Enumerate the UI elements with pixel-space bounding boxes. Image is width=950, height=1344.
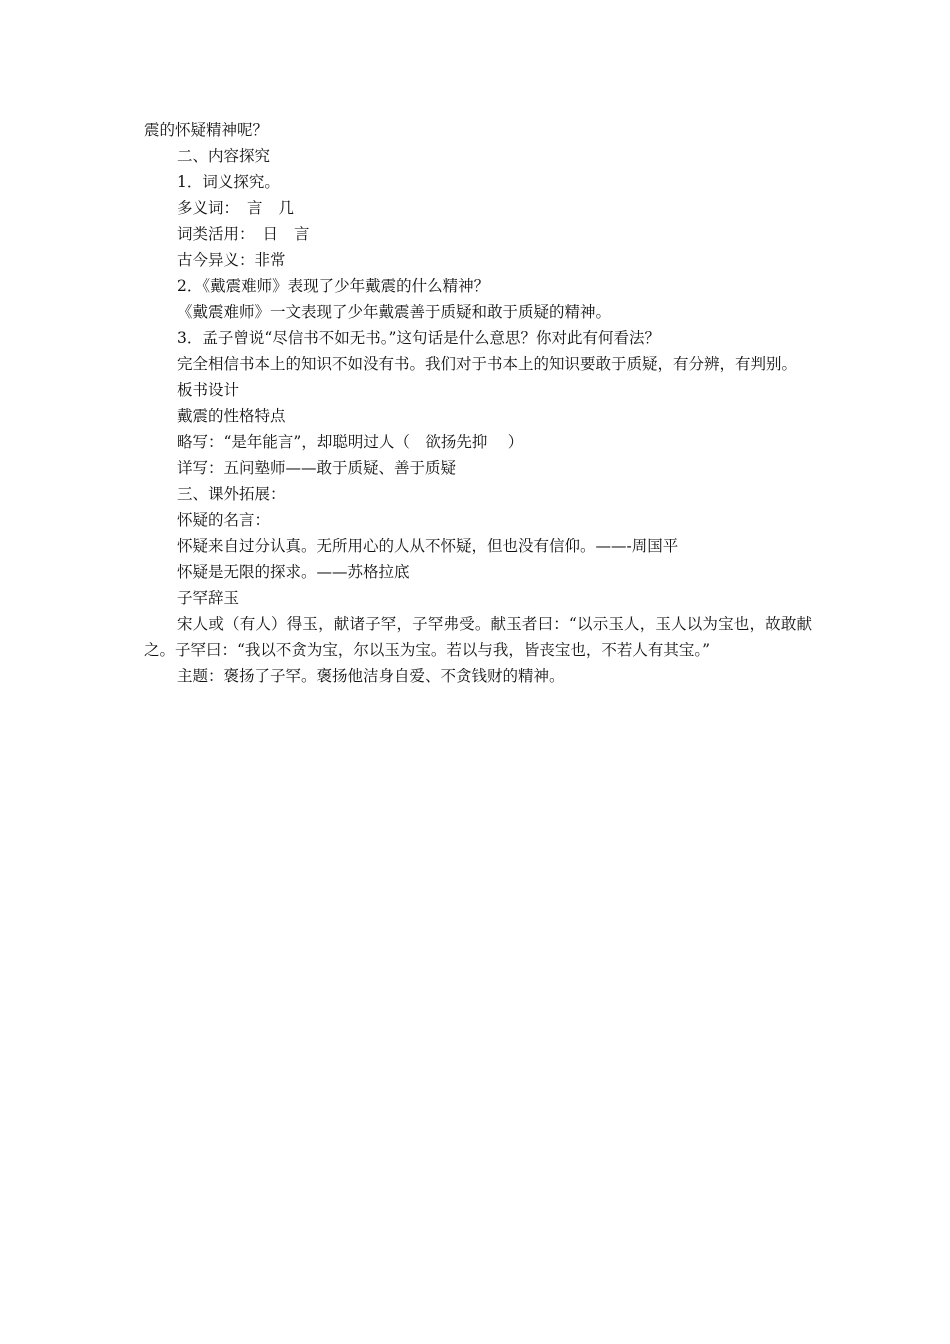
section-heading: 板书设计: [177, 381, 240, 399]
text-line: 震的怀疑精神呢？: [144, 121, 269, 139]
word-class-item: 日: [262, 225, 279, 243]
question-line: 3．孟子曾说“尽信书不如无书。”这句话是什么意思？你对此有何看法？: [177, 329, 660, 347]
text-line: 古今异义：非常: [177, 251, 286, 269]
subsection-heading: 1．词义探究。: [177, 173, 280, 191]
document-body: [144, 117, 812, 689]
theme-line: 主题：褒扬了子罕。褒扬他洁身自爱、不贪钱财的精神。: [177, 667, 565, 685]
question-line: 2．《戴震难师》表现了少年戴震的什么精神？: [177, 277, 490, 295]
quote-line: 怀疑是无限的探求。——苏格拉底: [177, 563, 410, 581]
story-title: 子罕辞玉: [177, 589, 240, 607]
answer-line: 《戴震难师》一文表现了少年戴震善于质疑和敢于质疑的精神。: [177, 303, 612, 321]
polysemy-line: [144, 195, 812, 221]
section-heading: 三、课外拓展：: [177, 485, 286, 503]
text-line: 戴震的性格特点: [177, 407, 286, 425]
text-line: 怀疑的名言：: [177, 511, 271, 529]
polysemy-item: 几: [278, 199, 295, 217]
story-paragraph: 宋人或（有人）得玉，献诸子罕，子罕弗受。献玉者曰：“以示玉人，玉人以为宝也，故敢献之。子罕曰：“我以不贪为宝，尔以玉为宝。若以与我，皆丧宝也，不若人有其宝。”: [144, 615, 812, 659]
word-class-label: 词类活用：: [177, 225, 255, 243]
word-class-item: 言: [294, 225, 310, 243]
text-line: 详写：五问塾师——敢于质疑、善于质疑: [177, 459, 457, 477]
section-heading: 二、内容探究: [177, 147, 271, 165]
text-line: 略写：“是年能言”，却聪明过人（ 欲扬先抑 ）: [177, 433, 524, 451]
word-class-line: [144, 221, 812, 247]
polysemy-item: 言: [247, 199, 263, 217]
answer-paragraph: 完全相信书本上的知识不如没有书。我们对于书本上的知识要敢于质疑，有分辨，有判别。: [177, 355, 798, 373]
polysemy-label: 多义词：: [177, 199, 240, 217]
quote-line: 怀疑来自过分认真。无所用心的人从不怀疑，但也没有信仰。——-周国平: [177, 537, 679, 555]
